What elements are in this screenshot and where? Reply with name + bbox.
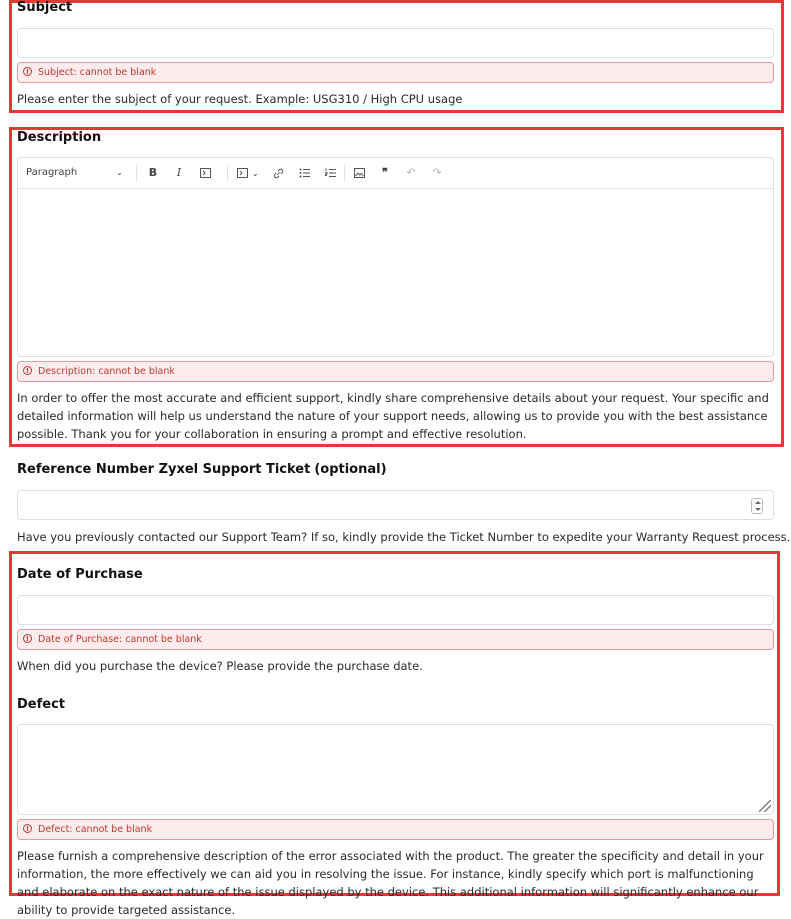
paragraph-select[interactable]: Paragraph ⌄ xyxy=(26,158,126,188)
reference-number-input[interactable] xyxy=(17,490,774,520)
chevron-down-icon: ⌄ xyxy=(116,168,123,177)
link-icon xyxy=(273,168,284,179)
description-help: In order to offer the most accurate and efficient support, kindly share comprehensive details about your request. Your specific and detailed information will help us understand the nature of your support needs, allowing us to provide you with the best assistance possible. Thank you for your collaboration in ensuring a prompt and effective resolution. xyxy=(17,391,769,441)
reference-help: Have you previously contacted our Support Team? If so, kindly provide the Ticket Number to expedite your Warranty Request process. xyxy=(17,530,791,544)
reference-label-text: Reference Number Zyxel Support Ticket xyxy=(17,462,311,477)
defect-error xyxy=(17,819,774,840)
description-error-text: Description: cannot be blank xyxy=(38,366,175,377)
resize-handle[interactable] xyxy=(759,800,771,812)
code-block-button[interactable] xyxy=(192,158,218,188)
toolbar-divider xyxy=(344,165,345,182)
undo-button[interactable]: ↶ xyxy=(406,166,416,179)
defect-textarea[interactable] xyxy=(17,724,774,815)
number-spinner[interactable] xyxy=(751,498,763,514)
error-icon: ! xyxy=(23,366,32,375)
defect-help: Please furnish a comprehensive description of the error associated with the product. The greater the specificity and detail in your information, the more effectively we can aid you in resolving the issue. For instance, kindly specify which port is malfunctioning and elaborate on the exact nature of the issue displayed by the device. This additional information will significantly enhance our ability to provide targeted assistance. xyxy=(17,849,764,917)
link-button[interactable] xyxy=(265,158,291,188)
chevron-down-icon: ⌄ xyxy=(251,169,259,178)
optional-tag: (optional) xyxy=(314,462,387,477)
redo-button[interactable]: ↷ xyxy=(432,166,442,179)
description-editor[interactable] xyxy=(17,189,774,357)
date-of-purchase-error-text: Date of Purchase: cannot be blank xyxy=(38,634,202,645)
error-icon: ! xyxy=(23,824,32,833)
date-of-purchase-label: Date of Purchase xyxy=(17,567,143,582)
bulleted-list-icon xyxy=(299,168,310,178)
numbered-list-button[interactable] xyxy=(317,158,343,188)
insert-image-button[interactable] xyxy=(346,158,372,188)
code-block-icon xyxy=(200,168,211,178)
date-of-purchase-help: When did you purchase the device? Please provide the purchase date. xyxy=(17,659,423,673)
numbered-list-icon xyxy=(325,168,336,178)
date-of-purchase-error xyxy=(17,629,774,650)
description-error xyxy=(17,361,774,382)
toolbar-divider xyxy=(136,165,137,182)
subject-input[interactable] xyxy=(17,28,774,58)
subject-error xyxy=(17,62,774,83)
code-icon xyxy=(237,168,248,178)
error-icon: ! xyxy=(23,67,32,76)
defect-label: Defect xyxy=(17,697,66,712)
subject-help: Please enter the subject of your request. Example: USG310 / High CPU usage xyxy=(17,92,463,106)
description-label: Description xyxy=(17,130,102,145)
insert-code-button[interactable] xyxy=(229,158,267,188)
bulleted-list-button[interactable] xyxy=(291,158,317,188)
editor-toolbar xyxy=(17,157,774,189)
toolbar-divider xyxy=(227,165,228,182)
subject-error-text: Subject: cannot be blank xyxy=(38,67,157,78)
italic-button[interactable]: I xyxy=(176,166,182,179)
date-of-purchase-input[interactable] xyxy=(17,595,774,625)
error-icon: ! xyxy=(23,634,32,643)
reference-label xyxy=(17,462,387,477)
image-icon xyxy=(354,168,365,178)
quote-icon: ❞ xyxy=(382,166,388,179)
bold-button[interactable]: B xyxy=(148,166,158,179)
blockquote-button[interactable] xyxy=(372,158,398,188)
subject-label: Subject xyxy=(17,0,73,15)
defect-error-text: Defect: cannot be blank xyxy=(38,824,153,835)
